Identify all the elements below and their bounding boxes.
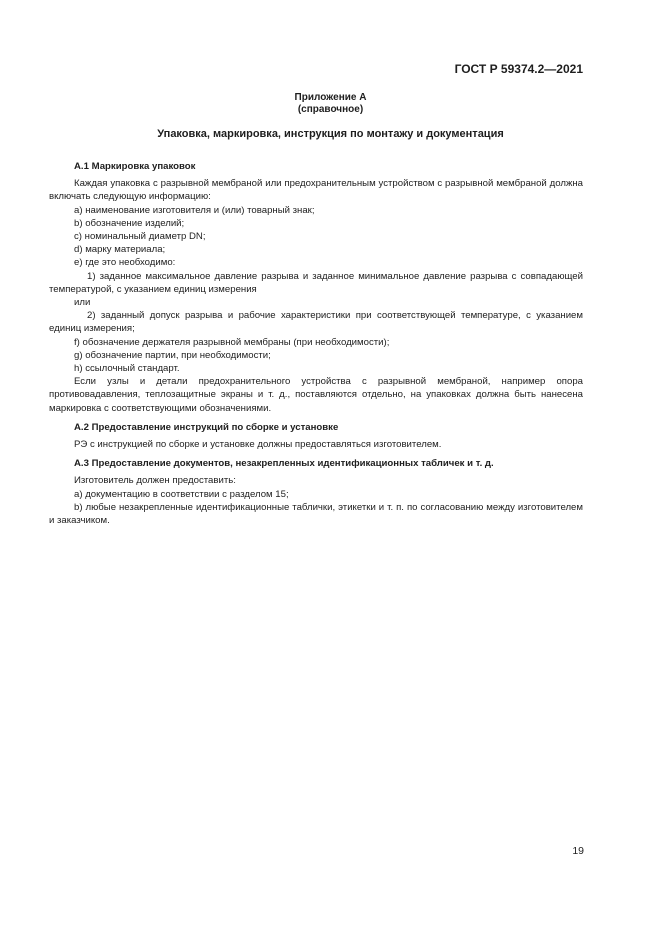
list-item: b) любые незакрепленные идентификационные таблички, этикетки и т. п. по согласованию между изготовителем и заказчиком.: [49, 501, 583, 527]
section-a1-heading: А.1 Маркировка упаковок: [74, 161, 196, 172]
sub-item-2: 2) заданный допуск разрыва и рабочие характеристики при соответствующей температуре, с указанием единиц измерения;: [49, 310, 583, 335]
list-item: а) документацию в соответствии с разделом 15;: [74, 488, 289, 500]
main-title: Упаковка, маркировка, инструкция по монтажу и документация: [157, 128, 504, 140]
list-item: a) наименование изготовителя и (или) товарный знак;: [74, 204, 315, 216]
list-item: c) номинальный диаметр DN;: [74, 231, 206, 243]
section-a3-intro: Изготовитель должен предоставить:: [74, 475, 236, 487]
list-item: f) обозначение держателя разрывной мембраны (при необходимости);: [74, 336, 390, 348]
list-item: e) где это необходимо:: [74, 257, 176, 269]
list-item: b) обозначение изделий;: [74, 217, 185, 229]
or-text: или: [74, 297, 91, 309]
page-number: 19: [572, 845, 584, 857]
list-item: d) марку материала;: [74, 244, 166, 256]
standard-number: ГОСТ Р 59374.2—2021: [454, 62, 583, 76]
list-item: g) обозначение партии, при необходимости;: [74, 349, 271, 361]
list-item: h) ссылочный стандарт.: [74, 363, 180, 375]
section-a3-heading: А.3 Предоставление документов, незакрепленных идентификационных табличек и т. д.: [74, 458, 494, 470]
annex-subtitle: (справочное): [297, 104, 364, 115]
section-a2-heading: А.2 Предоставление инструкций по сборке и установке: [74, 421, 339, 433]
section-a2-text: РЭ с инструкцией по сборке и установке должны предоставляться изготовителем.: [74, 439, 442, 451]
section-a1-intro: Каждая упаковка с разрывной мембраной или предохранительным устройством с разрывной мембраной должна включать следующую информацию:: [49, 178, 583, 203]
sub-item-1: 1) заданное максимальное давление разрыва и заданное минимальное давление разрыва с совпадающей температурой, с указанием единиц измерения: [49, 270, 583, 295]
document-body: [49, 160, 583, 527]
annex-title: Приложение А: [294, 92, 367, 103]
section-a1-note: Если узлы и детали предохранительного устройства с разрывной мембраной, например опора противовадавления, теплозащитные экраны и т. д., поставляются отдельно, на упаковках должна быть нанесена маркировка с соответствующими обозначениями.: [49, 376, 583, 414]
